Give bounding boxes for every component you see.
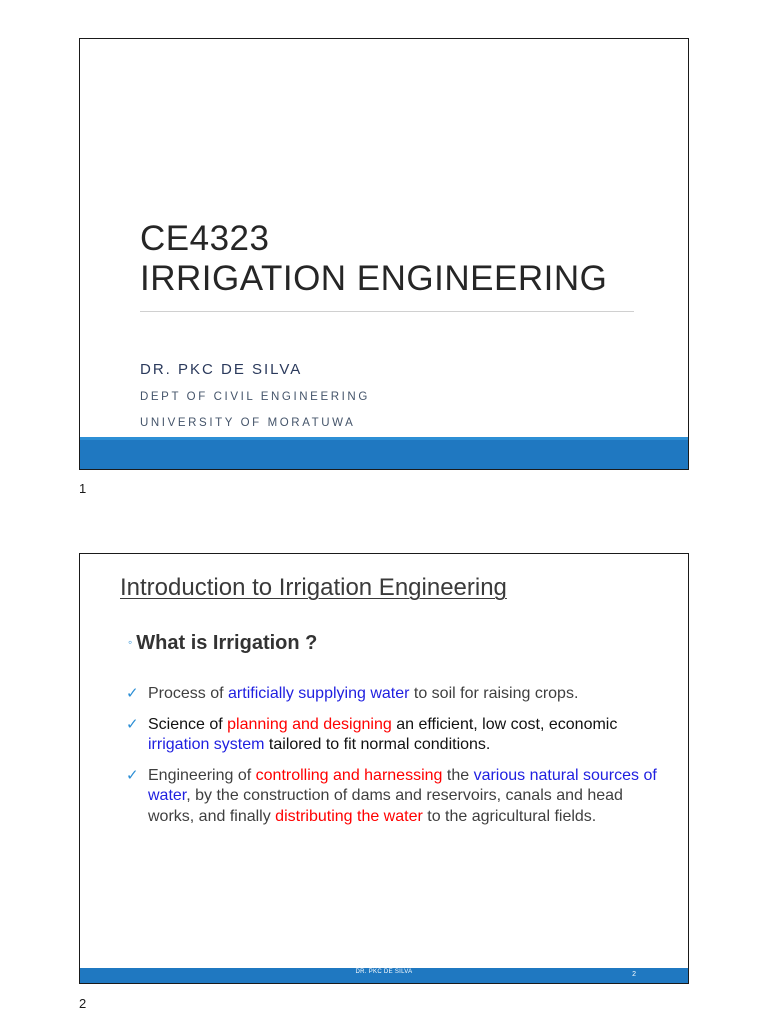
bullet-text-segment: Engineering of: [148, 766, 256, 784]
bullet-ring-icon: ◦: [128, 635, 133, 649]
bullet-text-segment: Process of: [148, 685, 229, 702]
bullet-text-segment: distributing the water: [275, 807, 423, 825]
bullet-item: [126, 715, 666, 756]
footer-author: DR. PKC DE SILVA: [355, 969, 413, 975]
checkmark-icon: ✓: [126, 766, 139, 784]
bullet-item: [126, 684, 666, 705]
bullet-text-segment: to soil for raising crops.: [409, 685, 579, 702]
subtitle: [128, 632, 317, 655]
university: UNIVERSITY OF MORATUWA: [140, 417, 356, 429]
bullet-text-segment: planning and designing: [227, 715, 392, 733]
department: DEPT OF CIVIL ENGINEERING: [140, 391, 370, 403]
bullet-list: [126, 684, 666, 837]
footer-band: [80, 440, 688, 469]
bullet-text-segment: an efficient, low cost, economic: [391, 715, 618, 733]
bullet-text-segment: tailored to fit normal conditions.: [264, 736, 491, 753]
bullet-text-segment: irrigation system: [148, 736, 265, 753]
subtitle-text: What is Irrigation ?: [136, 632, 318, 654]
checkmark-icon: ✓: [126, 715, 139, 733]
author-name: DR. PKC DE SILVA: [140, 361, 303, 378]
bullet-item: [126, 766, 666, 828]
title-slide: [79, 38, 689, 470]
bullet-text-segment: the: [442, 766, 474, 784]
checkmark-icon: ✓: [126, 685, 139, 702]
bullet-text-segment: artificially supplying water: [228, 685, 410, 702]
page-number: 2: [79, 996, 87, 1011]
bullet-text-segment: various natural sources of water: [148, 766, 657, 804]
footer-slide-number: 2: [632, 971, 636, 978]
slide-title-block: [140, 219, 607, 299]
content-slide: [79, 553, 689, 984]
slide-title: Introduction to Irrigation Engineering: [120, 574, 507, 601]
bullet-text-segment: controlling and harnessing: [255, 766, 443, 784]
divider: [140, 311, 634, 312]
bullet-text-segment: Science of: [148, 715, 228, 733]
bullet-text-segment: to the agricultural fields.: [422, 807, 597, 825]
course-title: IRRIGATION ENGINEERING: [140, 259, 608, 298]
bullet-text-segment: , by the construction of dams and reservoirs, canals and head works, and finally: [148, 787, 623, 825]
page-number: 1: [79, 481, 87, 496]
course-code: CE4323: [140, 219, 270, 258]
